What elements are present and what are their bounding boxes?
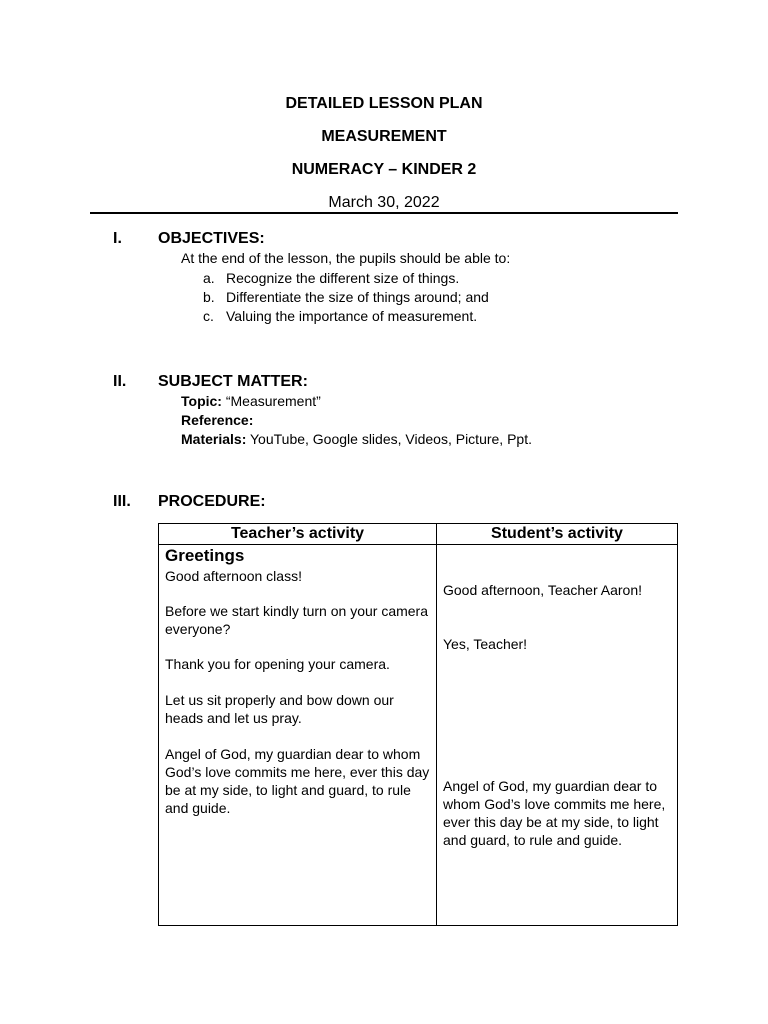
student-line: Angel of God, my guardian dear to whom God’s love commits me here, ever this day be at my side, to light and guard, to rule and guide. bbox=[443, 778, 666, 848]
teacher-line: Angel of God, my guardian dear to whom God’s love commits me here, ever this day be at my side, to light and guard, to rule and guide. bbox=[165, 746, 430, 816]
student-activity-header: Student’s activity bbox=[437, 524, 678, 545]
teacher-activity-header: Teacher’s activity bbox=[159, 524, 437, 545]
course-name: NUMERACY – KINDER 2 bbox=[291, 161, 477, 178]
objectives-number: I. bbox=[113, 230, 122, 247]
header-divider bbox=[90, 212, 678, 214]
topic-line bbox=[181, 392, 321, 411]
procedure-number: III. bbox=[113, 493, 131, 510]
table-header-row bbox=[159, 524, 678, 545]
lesson-date: March 30, 2022 bbox=[328, 194, 440, 211]
student-activity-cell bbox=[437, 545, 678, 926]
teacher-line: Before we start kindly turn on your camera everyone? bbox=[165, 603, 429, 637]
subject-matter-title: SUBJECT MATTER: bbox=[158, 373, 308, 390]
teacher-line: Good afternoon class! bbox=[165, 568, 302, 584]
materials-label: Materials: bbox=[181, 431, 247, 447]
reference-label: Reference: bbox=[181, 412, 254, 428]
objective-item: Differentiate the size of things around; and bbox=[226, 289, 489, 305]
greetings-heading: Greetings bbox=[165, 546, 245, 565]
objective-letter: c. bbox=[203, 308, 214, 324]
objective-item: Valuing the importance of measurement. bbox=[226, 308, 478, 324]
topic-label: Topic: bbox=[181, 393, 222, 409]
objectives-intro: At the end of the lesson, the pupils should be able to: bbox=[181, 250, 511, 266]
materials-value: YouTube, Google slides, Videos, Picture, Ppt. bbox=[246, 431, 532, 447]
objective-item: Recognize the different size of things. bbox=[226, 270, 460, 286]
document-title: DETAILED LESSON PLAN bbox=[285, 95, 483, 112]
objective-letter: b. bbox=[203, 289, 215, 305]
teacher-line: Thank you for opening your camera. bbox=[165, 656, 390, 672]
objective-letter: a. bbox=[203, 270, 215, 286]
reference-line bbox=[181, 411, 253, 430]
student-line: Yes, Teacher! bbox=[443, 636, 528, 652]
materials-line bbox=[181, 430, 532, 449]
objectives-title: OBJECTIVES: bbox=[158, 230, 265, 247]
subject-matter-number: II. bbox=[113, 373, 127, 390]
table-row bbox=[159, 545, 678, 926]
procedure-table bbox=[158, 523, 678, 926]
teacher-activity-cell bbox=[159, 545, 437, 926]
topic-value: “Measurement” bbox=[221, 393, 321, 409]
procedure-title: PROCEDURE: bbox=[158, 493, 266, 510]
lesson-subject: MEASUREMENT bbox=[321, 128, 447, 145]
teacher-line: Let us sit properly and bow down our heads and let us pray. bbox=[165, 692, 394, 726]
student-line: Good afternoon, Teacher Aaron! bbox=[443, 582, 642, 598]
